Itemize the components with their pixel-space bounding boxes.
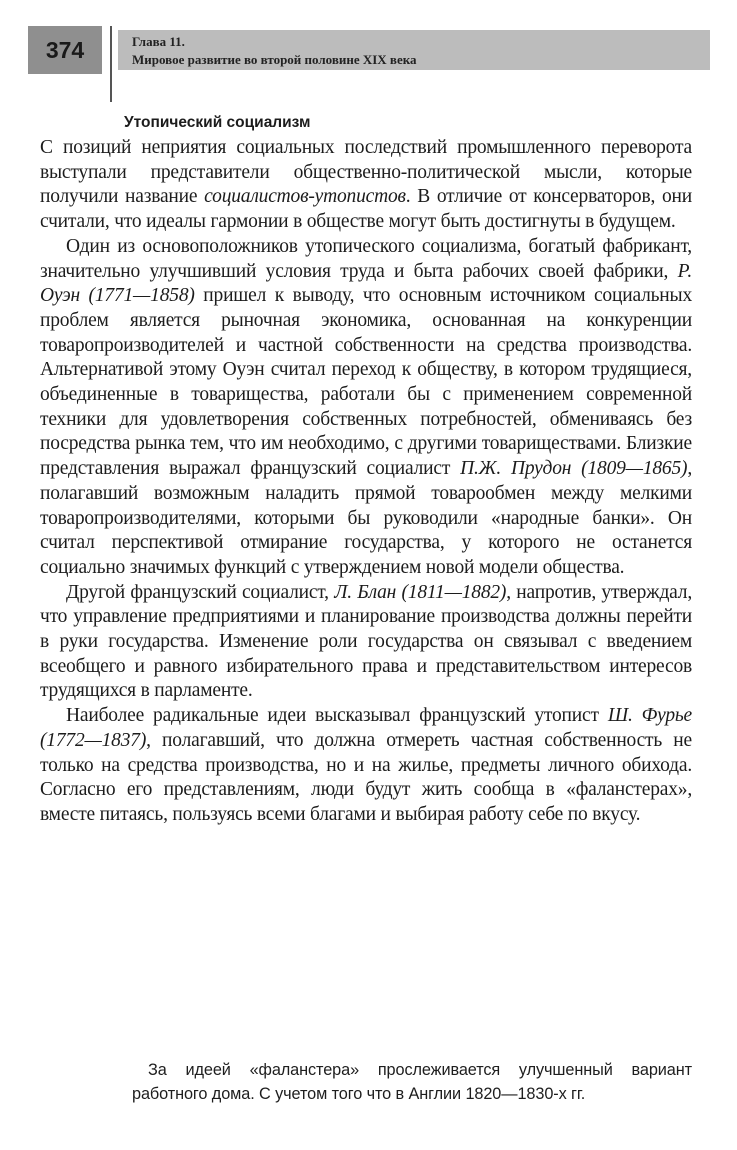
paragraph-text: . В отличие от консерваторов, они считали, что идеалы гармонии в обществе могут быть достигнуты в будущем. [40, 186, 692, 233]
sidebar-note [132, 1058, 692, 1106]
header-divider [110, 26, 112, 102]
section-title: Утопический социализм [124, 114, 311, 131]
person-name-italic: Л. Блан (1811—1882) [334, 581, 507, 603]
running-head [118, 30, 710, 70]
paragraph [40, 704, 692, 828]
paragraph-text: пришел к выводу, что основным источником социальных проблем является рыночная экономика, основанная на конкуренции товаропроизводителей и частной собственности на средства производства. Альтернативой этому Оуэн считал переход к обществу, в котором трудящиеся, объединенные в товарищества, работали бы с применением современной техники для удовлетворения собственных потребностей, обмениваясь без посредства рынка тем, что им необходимо, с другими товариществами. Близкие представления выражал французский социалист [40, 285, 692, 480]
term-italic: социалистов-утопистов [204, 186, 406, 208]
chapter-title: Мировое развитие во второй половине XIX века [132, 52, 417, 67]
chapter-label: Глава 11. [132, 34, 185, 49]
paragraph [40, 581, 692, 705]
page-number: 374 [28, 26, 102, 74]
paragraph-text: Наиболее радикальные идеи высказывал французский утопист [66, 705, 608, 727]
sidebar-paragraph: За идеей «фаланстера» прослеживается улучшенный вариант работного дома. С учетом того что в Англии 1820—1830-х гг. [132, 1061, 692, 1103]
paragraph-text: , полагавший возможным наладить прямой товарообмен между мелкими товаропроизводителями, которыми бы руководили «народные банки». Он считал перспективой отмирание государства, у которого не останется социально значимых функций с утверждением новой модели общества. [40, 458, 692, 578]
paragraph-text: , полагавший, что должна отмереть частная собственность не только на средства производства, но и на жилье, предметы личного обихода. Согласно его представлениям, люди будут жить сообща в «фаланстерах», вместе питаясь, пользуясь всеми благами и выбирая работу себе по вкусу. [40, 729, 692, 825]
page-header [28, 26, 710, 74]
body-text [40, 136, 692, 828]
paragraph-text: Другой французский социалист, [66, 581, 335, 603]
paragraph-text: С позиций неприятия социальных последствий промышленного переворота выступали представители общественно-политической мысли, которые получили название [40, 137, 692, 208]
paragraph [40, 136, 692, 235]
paragraph [40, 235, 692, 581]
person-name-italic: П.Ж. Прудон (1809—1865) [460, 458, 688, 480]
person-name-italic: Р. Оуэн (1771—1858) [40, 260, 692, 307]
paragraph-text: , напротив, утверждал, что управление предприятиями и планирование производства должны перейти в руки государства. Изменение роли государства он связывал с введением всеобщего и равного избирательного права и представительством интересов трудящихся в парламенте. [40, 581, 693, 702]
paragraph-text: Один из основоположников утопического социализма, богатый фабрикант, значительно улучшивший условия труда и быта рабочих своей фабрики, [40, 235, 692, 282]
person-name-italic: Ш. Фурье (1772—1837) [40, 705, 692, 751]
